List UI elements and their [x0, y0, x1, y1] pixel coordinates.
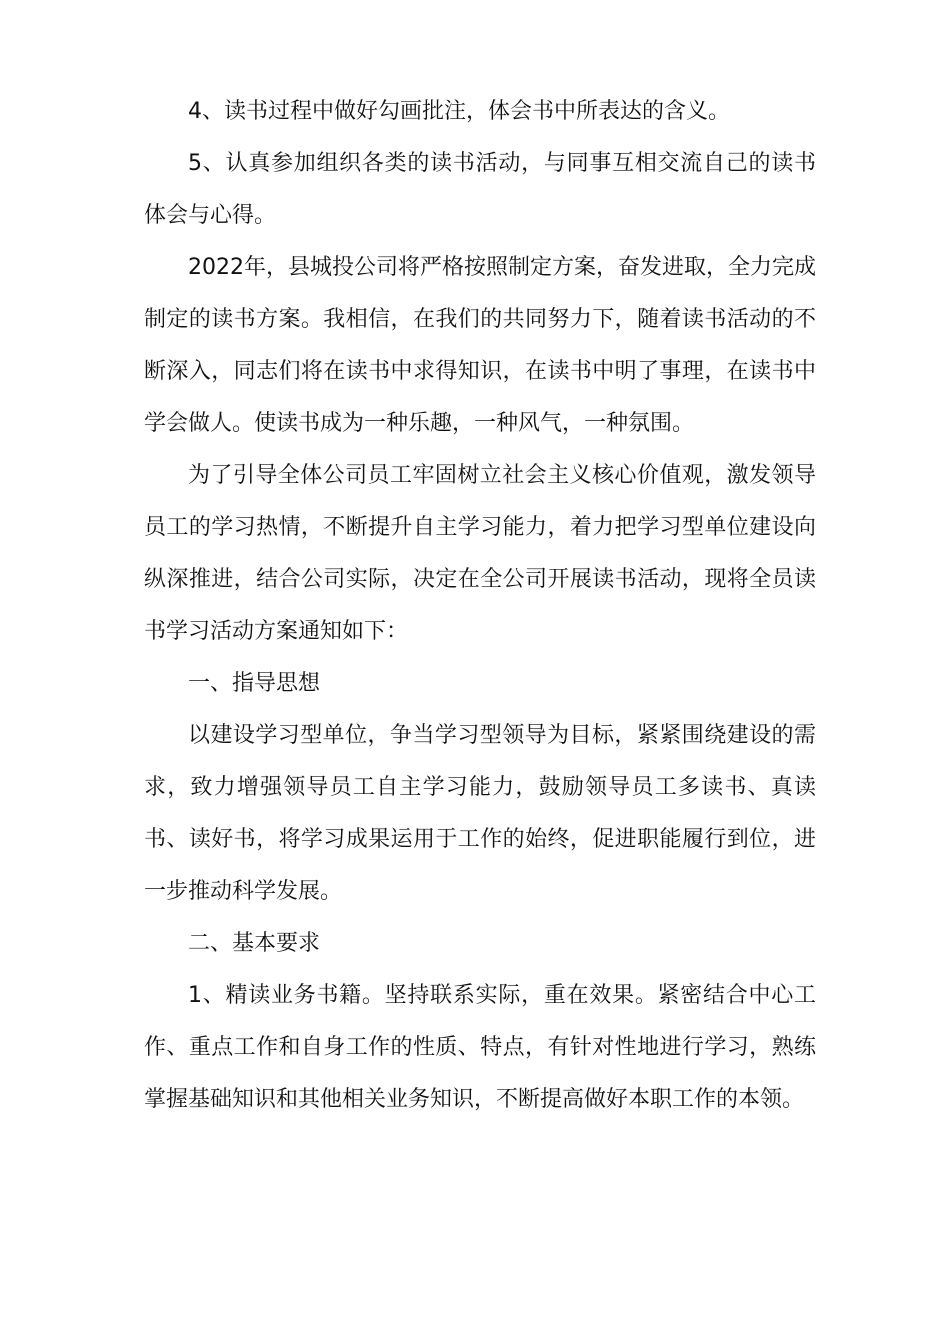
section-heading-basic-requirements: 二、基本要求	[188, 931, 321, 956]
document-body	[144, 86, 816, 1126]
paragraph-notice-intro: 为了引导全体公司员工牢固树立社会主义核心价值观，激发领导员工的学习热情，不断提升自主学习能力，着力把学习型单位建设向纵深推进，结合公司实际，决定在全公司开展读书活动，现将全员读书学习活动方案通知如下：	[144, 463, 816, 644]
paragraph-2022-plan: 2022年，县城投公司将严格按照制定方案，奋发进取，全力完成制定的读书方案。我相信，在我们的共同努力下，随着读书活动的不断深入，同志们将在读书中求得知识，在读书中明了事理，在读书中学会做人。使读书成为一种乐趣，一种风气，一种氛围。	[144, 255, 816, 436]
paragraph-guiding-thought: 以建设学习型单位，争当学习型领导为目标，紧紧围绕建设的需求，致力增强领导员工自主学习能力，鼓励领导员工多读书、真读书、读好书，将学习成果运用于工作的始终，促进职能履行到位，进一步推动科学发展。	[144, 723, 816, 904]
paragraph-requirement-1: 1、精读业务书籍。坚持联系实际，重在效果。紧密结合中心工作、重点工作和自身工作的性质、特点，有针对性地进行学习，熟练掌握基础知识和其他相关业务知识，不断提高做好本职工作的本领。	[144, 983, 816, 1112]
paragraph-reading-activities: 5、认真参加组织各类的读书活动，与同事互相交流自己的读书体会与心得。	[144, 151, 816, 228]
paragraph-reading-annotation: 4、读书过程中做好勾画批注，体会书中所表达的含义。	[188, 99, 730, 124]
section-heading-guiding-thought: 一、指导思想	[188, 671, 321, 696]
